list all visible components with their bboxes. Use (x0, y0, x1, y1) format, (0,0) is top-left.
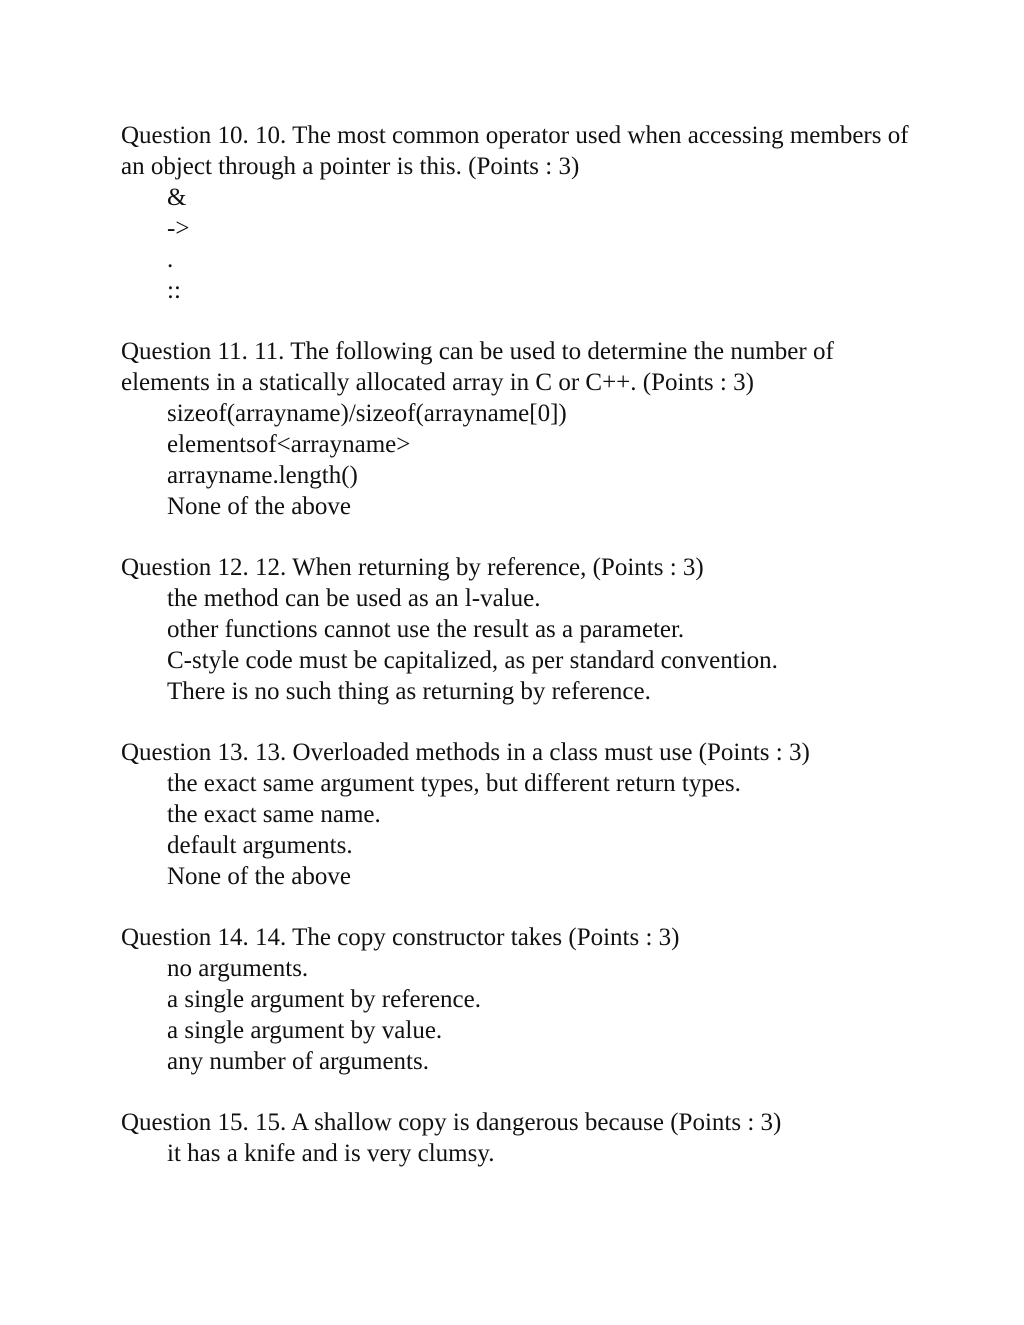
answer-option: None of the above (167, 863, 351, 890)
question-text: Question 13. 13. Overloaded methods in a class must use (Points : 3) (121, 739, 810, 766)
question-11 (121, 336, 921, 522)
answer-option: & (167, 184, 187, 211)
answer-options (121, 583, 921, 707)
answer-option: sizeof(arrayname)/sizeof(arrayname[0]) (167, 400, 567, 427)
answer-option: . (167, 246, 174, 273)
answer-option: the exact same argument types, but different return types. (167, 770, 741, 797)
answer-option: :: (167, 277, 181, 304)
answer-option: C-style code must be capitalized, as per standard convention. (167, 647, 778, 674)
question-12 (121, 552, 921, 707)
question-14 (121, 922, 921, 1077)
document-page (121, 120, 921, 1199)
answer-option: default arguments. (167, 832, 353, 859)
answer-options (121, 1138, 921, 1169)
answer-option: elementsof<arrayname> (167, 431, 411, 458)
question-text: Question 12. 12. When returning by reference, (Points : 3) (121, 554, 704, 581)
answer-option: a single argument by reference. (167, 986, 481, 1013)
question-text: Question 10. 10. The most common operator used when accessing members of an object through a pointer is this. (Points : 3) (121, 122, 909, 180)
answer-option: a single argument by value. (167, 1017, 443, 1044)
answer-option: other functions cannot use the result as a parameter. (167, 616, 685, 643)
answer-option: the method can be used as an l-value. (167, 585, 541, 612)
answer-option: the exact same name. (167, 801, 381, 828)
answer-options (121, 182, 921, 306)
question-13 (121, 737, 921, 892)
answer-option: no arguments. (167, 955, 309, 982)
answer-option: None of the above (167, 493, 351, 520)
question-10 (121, 120, 921, 306)
answer-option: any number of arguments. (167, 1048, 429, 1075)
answer-options (121, 768, 921, 892)
answer-option: arrayname.length() (167, 462, 358, 489)
question-text: Question 11. 11. The following can be used to determine the number of elements in a statically allocated array in C or C++. (Points : 3) (121, 338, 834, 396)
question-15 (121, 1107, 921, 1169)
answer-option: -> (167, 215, 190, 242)
answer-option: it has a knife and is very clumsy. (167, 1140, 495, 1167)
answer-option: There is no such thing as returning by reference. (167, 678, 651, 705)
answer-options (121, 953, 921, 1077)
question-text: Question 15. 15. A shallow copy is dangerous because (Points : 3) (121, 1109, 782, 1136)
question-text: Question 14. 14. The copy constructor takes (Points : 3) (121, 924, 680, 951)
answer-options (121, 398, 921, 522)
